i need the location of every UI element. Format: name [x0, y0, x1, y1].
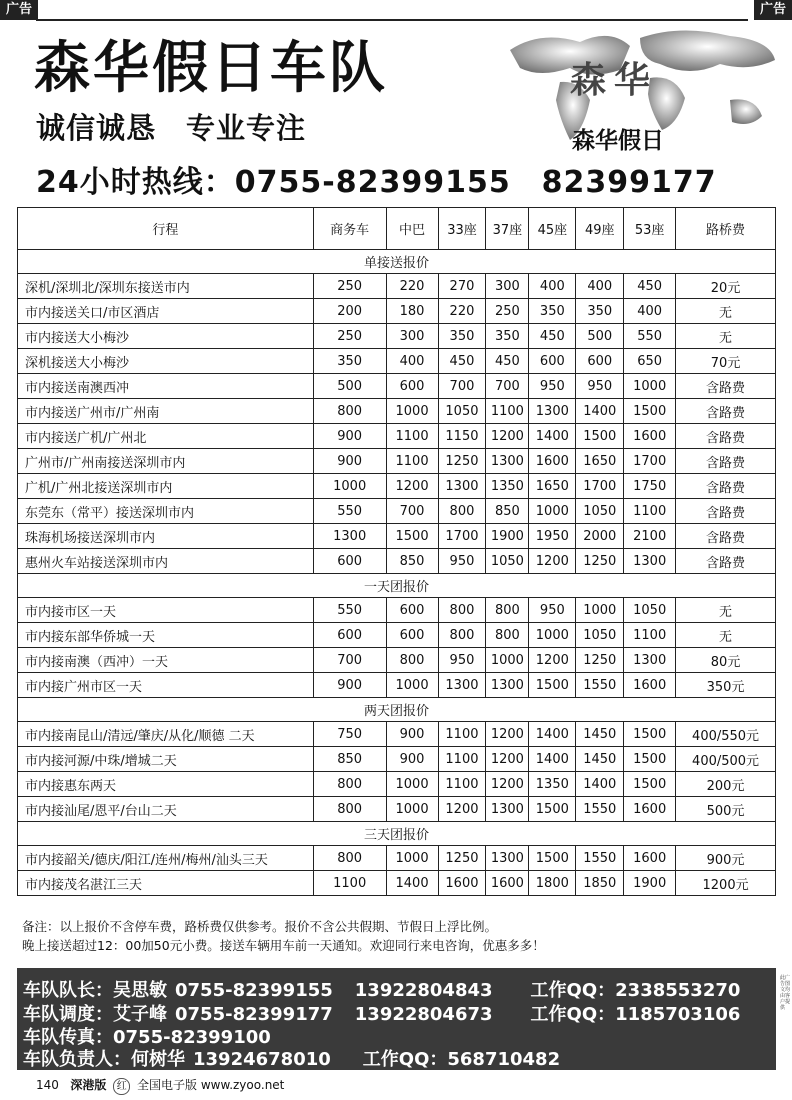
- column-header: 33座: [438, 208, 486, 250]
- price-cell: 1300: [486, 673, 529, 698]
- price-cell: 180: [386, 299, 438, 324]
- price-cell: 600: [313, 623, 386, 648]
- contact-bar: [17, 968, 776, 1070]
- price-cell: 800: [386, 648, 438, 673]
- price-cell: 1000: [529, 499, 576, 524]
- price-cell: 1000: [529, 623, 576, 648]
- column-header: 中巴: [386, 208, 438, 250]
- price-cell: 1050: [576, 623, 624, 648]
- price-cell: 1000: [486, 648, 529, 673]
- price-cell: 1700: [624, 449, 676, 474]
- route-cell: 市内接送南澳西冲: [18, 374, 314, 399]
- price-cell: 1950: [529, 524, 576, 549]
- price-cell: 700: [386, 499, 438, 524]
- price-cell: 800: [313, 399, 386, 424]
- price-cell: 950: [529, 374, 576, 399]
- table-row: [18, 772, 776, 797]
- price-cell: 200: [313, 299, 386, 324]
- price-cell: 1000: [386, 797, 438, 822]
- route-cell: 市内接送广州市/广州南: [18, 399, 314, 424]
- price-cell: 1500: [529, 846, 576, 871]
- table-row: [18, 673, 776, 698]
- price-cell: 1550: [576, 797, 624, 822]
- price-cell: 1300: [624, 549, 676, 574]
- slogan: 诚信诚恳 专业专注: [36, 111, 307, 145]
- route-cell: 东莞东（常平）接送深圳市内: [18, 499, 314, 524]
- price-cell: 750: [313, 722, 386, 747]
- price-cell: 450: [624, 274, 676, 299]
- price-cell: 800: [438, 623, 486, 648]
- table-row: [18, 424, 776, 449]
- ad-tag-left: 广告: [0, 0, 38, 20]
- price-cell: 含路费: [676, 499, 776, 524]
- price-cell: 600: [386, 623, 438, 648]
- contact-name: 吴思敏: [113, 980, 167, 1001]
- contact-phone: 0755-82399100: [113, 1027, 271, 1048]
- price-cell: 950: [529, 598, 576, 623]
- table-row: [18, 499, 776, 524]
- contact-qq: 工作QQ：2338553270: [530, 980, 741, 1001]
- price-cell: 300: [486, 274, 529, 299]
- section-header-row: [18, 698, 776, 722]
- table-row: [18, 374, 776, 399]
- price-cell: 400/500元: [676, 747, 776, 772]
- route-cell: 市内接送大小梅沙: [18, 324, 314, 349]
- price-cell: 1550: [576, 846, 624, 871]
- price-cell: 700: [313, 648, 386, 673]
- price-cell: 800: [438, 499, 486, 524]
- price-cell: 1850: [576, 871, 624, 896]
- price-cell: 500: [576, 324, 624, 349]
- notes: [22, 917, 545, 955]
- price-cell: 650: [624, 349, 676, 374]
- table-row: [18, 648, 776, 673]
- price-cell: 450: [486, 349, 529, 374]
- price-cell: 900元: [676, 846, 776, 871]
- side-text: 此广告图文均由客户提供: [780, 975, 791, 1011]
- price-cell: 900: [386, 747, 438, 772]
- price-cell: 1000: [576, 598, 624, 623]
- price-cell: 800: [438, 598, 486, 623]
- route-cell: 市内接南澳（西冲）一天: [18, 648, 314, 673]
- price-cell: 1300: [486, 846, 529, 871]
- table-row: [18, 449, 776, 474]
- brand-title: 森华假日车队: [34, 36, 388, 101]
- contact-mobile: 13922804843: [354, 980, 493, 1001]
- price-cell: 1250: [438, 846, 486, 871]
- price-cell: 无: [676, 623, 776, 648]
- price-cell: 400: [529, 274, 576, 299]
- table-row: [18, 623, 776, 648]
- price-cell: 220: [386, 274, 438, 299]
- route-cell: 市内接惠东两天: [18, 772, 314, 797]
- route-cell: 市内接送广机/广州北: [18, 424, 314, 449]
- price-cell: 800: [486, 623, 529, 648]
- price-cell: 550: [313, 598, 386, 623]
- price-cell: 含路费: [676, 424, 776, 449]
- column-header: 37座: [486, 208, 529, 250]
- contact-label: 车队队长：: [23, 980, 113, 1001]
- table-row: [18, 324, 776, 349]
- price-cell: 1700: [438, 524, 486, 549]
- price-cell: 270: [438, 274, 486, 299]
- price-cell: 含路费: [676, 549, 776, 574]
- price-cell: 350元: [676, 673, 776, 698]
- price-cell: 1000: [313, 474, 386, 499]
- ad-tag-right: 广告: [754, 0, 792, 20]
- price-cell: 1350: [486, 474, 529, 499]
- logo-text: 森华假日: [572, 127, 664, 154]
- price-cell: 含路费: [676, 524, 776, 549]
- price-cell: 1200: [529, 648, 576, 673]
- price-table: [17, 207, 776, 896]
- price-cell: 1500: [624, 399, 676, 424]
- price-cell: 1250: [438, 449, 486, 474]
- price-cell: 850: [386, 549, 438, 574]
- price-cell: 1100: [386, 449, 438, 474]
- column-header: 49座: [576, 208, 624, 250]
- price-cell: 1500: [624, 722, 676, 747]
- price-cell: 300: [386, 324, 438, 349]
- price-cell: 1900: [624, 871, 676, 896]
- contact-label: 车队传真：: [23, 1027, 113, 1048]
- contact-mobile: 13922804673: [354, 1004, 493, 1025]
- price-cell: 无: [676, 598, 776, 623]
- price-cell: 250: [313, 324, 386, 349]
- price-cell: 1650: [576, 449, 624, 474]
- price-cell: 1500: [529, 797, 576, 822]
- price-cell: 850: [486, 499, 529, 524]
- price-cell: 1250: [576, 549, 624, 574]
- logo-mark: 森华: [570, 59, 659, 101]
- page-number: 140: [36, 1078, 59, 1092]
- price-cell: 250: [313, 274, 386, 299]
- price-cell: 800: [313, 797, 386, 822]
- price-cell: 1200: [529, 549, 576, 574]
- price-cell: 1100: [386, 424, 438, 449]
- price-cell: 1400: [529, 424, 576, 449]
- price-cell: 950: [438, 549, 486, 574]
- price-cell: 1050: [438, 399, 486, 424]
- table-row: [18, 598, 776, 623]
- contact-mobile: 13924678010: [193, 1049, 331, 1070]
- table-row: [18, 549, 776, 574]
- price-cell: 1700: [576, 474, 624, 499]
- price-cell: 1100: [486, 399, 529, 424]
- route-cell: 市内接南昆山/清远/肇庆/从化/顺德 二天: [18, 722, 314, 747]
- price-cell: 1100: [624, 499, 676, 524]
- price-cell: 900: [313, 449, 386, 474]
- route-cell: 市内接河源/中珠/增城二天: [18, 747, 314, 772]
- route-cell: 惠州火车站接送深圳市内: [18, 549, 314, 574]
- price-cell: 1200: [438, 797, 486, 822]
- price-cell: 1200: [386, 474, 438, 499]
- price-cell: 1200: [486, 772, 529, 797]
- table-row: [18, 274, 776, 299]
- footer: [36, 1076, 284, 1095]
- price-cell: 400/550元: [676, 722, 776, 747]
- price-cell: 1400: [529, 722, 576, 747]
- contact-name: 艾子峰: [113, 1004, 167, 1025]
- route-cell: 市内接韶关/德庆/阳江/连州/梅州/汕头三天: [18, 846, 314, 871]
- contact-row: [23, 1045, 560, 1071]
- price-cell: 1550: [576, 673, 624, 698]
- price-cell: 850: [313, 747, 386, 772]
- price-cell: 1000: [386, 673, 438, 698]
- price-cell: 220: [438, 299, 486, 324]
- column-header: 行程: [18, 208, 314, 250]
- price-cell: 900: [313, 424, 386, 449]
- price-cell: 1100: [438, 747, 486, 772]
- route-cell: 深机/深圳北/深圳东接送市内: [18, 274, 314, 299]
- price-cell: 1100: [438, 772, 486, 797]
- column-header: 路桥费: [676, 208, 776, 250]
- price-cell: 1600: [529, 449, 576, 474]
- price-cell: 1750: [624, 474, 676, 499]
- price-cell: 20元: [676, 274, 776, 299]
- price-cell: 1450: [576, 722, 624, 747]
- price-cell: 1400: [576, 772, 624, 797]
- price-cell: 1300: [438, 474, 486, 499]
- table-row: [18, 747, 776, 772]
- price-cell: 无: [676, 324, 776, 349]
- column-header: 商务车: [313, 208, 386, 250]
- route-cell: 市内接东部华侨城一天: [18, 623, 314, 648]
- price-cell: 1500: [529, 673, 576, 698]
- price-cell: 500: [313, 374, 386, 399]
- table-row: [18, 871, 776, 896]
- section-header-row: [18, 250, 776, 274]
- price-cell: 80元: [676, 648, 776, 673]
- price-cell: 1600: [624, 797, 676, 822]
- price-cell: 800: [486, 598, 529, 623]
- price-cell: 1600: [624, 673, 676, 698]
- price-cell: 2100: [624, 524, 676, 549]
- price-cell: 400: [624, 299, 676, 324]
- table-row: [18, 722, 776, 747]
- edition-label: 深港版: [70, 1078, 107, 1092]
- price-cell: 800: [313, 772, 386, 797]
- route-cell: 市内接广州市区一天: [18, 673, 314, 698]
- contact-label: 车队负责人：: [23, 1049, 131, 1070]
- price-cell: 1600: [624, 424, 676, 449]
- site-link[interactable]: 全国电子版 www.zyoo.net: [137, 1078, 285, 1092]
- price-cell: 1150: [438, 424, 486, 449]
- contact-qq: 工作QQ：568710482: [362, 1049, 561, 1070]
- price-cell: 1300: [486, 797, 529, 822]
- price-cell: 1400: [576, 399, 624, 424]
- price-cell: 350: [313, 349, 386, 374]
- price-cell: 600: [313, 549, 386, 574]
- route-cell: 广州市/广州南接送深圳市内: [18, 449, 314, 474]
- route-cell: 珠海机场接送深圳市内: [18, 524, 314, 549]
- price-cell: 450: [529, 324, 576, 349]
- price-cell: 1000: [624, 374, 676, 399]
- note-line: 晚上接送超过12：00加50元小费。接送车辆用车前一天通知。欢迎同行来电咨询，优惠多多！: [22, 938, 545, 953]
- section-title: 两天团报价: [18, 698, 776, 722]
- price-cell: 1100: [313, 871, 386, 896]
- section-title: 单接送报价: [18, 250, 776, 274]
- price-cell: 1650: [529, 474, 576, 499]
- price-cell: 250: [486, 299, 529, 324]
- contact-qq: 工作QQ：1185703106: [530, 1004, 741, 1025]
- route-cell: 市内接送关口/市区酒店: [18, 299, 314, 324]
- route-cell: 广机/广州北接送深圳市内: [18, 474, 314, 499]
- price-cell: 700: [486, 374, 529, 399]
- price-cell: 1300: [313, 524, 386, 549]
- price-cell: 无: [676, 299, 776, 324]
- table-row: [18, 524, 776, 549]
- section-title: 三天团报价: [18, 822, 776, 846]
- price-cell: 1050: [486, 549, 529, 574]
- section-header-row: [18, 574, 776, 598]
- price-cell: 1800: [529, 871, 576, 896]
- route-cell: 深机接送大小梅沙: [18, 349, 314, 374]
- table-row: [18, 299, 776, 324]
- price-cell: 950: [438, 648, 486, 673]
- hotline: 24小时热线：0755-82399155 82399177: [36, 165, 717, 200]
- price-cell: 1500: [576, 424, 624, 449]
- price-cell: 含路费: [676, 474, 776, 499]
- price-cell: 1400: [529, 747, 576, 772]
- price-cell: 含路费: [676, 449, 776, 474]
- price-cell: 1000: [386, 846, 438, 871]
- price-cell: 1050: [576, 499, 624, 524]
- column-header: 53座: [624, 208, 676, 250]
- price-cell: 350: [486, 324, 529, 349]
- price-cell: 1900: [486, 524, 529, 549]
- price-cell: 1350: [529, 772, 576, 797]
- price-cell: 1600: [624, 846, 676, 871]
- route-cell: 市内接汕尾/恩平/台山二天: [18, 797, 314, 822]
- contact-phone: 0755-82399177: [175, 1004, 333, 1025]
- price-cell: 600: [576, 349, 624, 374]
- table-header-row: [18, 208, 776, 250]
- price-cell: 1250: [576, 648, 624, 673]
- price-cell: 200元: [676, 772, 776, 797]
- route-cell: 市内接茂名湛江三天: [18, 871, 314, 896]
- price-cell: 1600: [486, 871, 529, 896]
- price-cell: 550: [624, 324, 676, 349]
- price-cell: 500元: [676, 797, 776, 822]
- route-cell: 市内接市区一天: [18, 598, 314, 623]
- price-cell: 900: [386, 722, 438, 747]
- price-cell: 1400: [386, 871, 438, 896]
- table-row: [18, 399, 776, 424]
- price-cell: 950: [576, 374, 624, 399]
- price-cell: 1050: [624, 598, 676, 623]
- price-cell: 400: [386, 349, 438, 374]
- price-cell: 1300: [486, 449, 529, 474]
- price-cell: 1500: [624, 772, 676, 797]
- price-cell: 1300: [438, 673, 486, 698]
- price-cell: 1100: [624, 623, 676, 648]
- price-cell: 600: [386, 598, 438, 623]
- price-cell: 350: [576, 299, 624, 324]
- column-header: 45座: [529, 208, 576, 250]
- price-cell: 70元: [676, 349, 776, 374]
- price-cell: 含路费: [676, 399, 776, 424]
- price-cell: 800: [313, 846, 386, 871]
- contact-name: 何树华: [131, 1049, 185, 1070]
- section-header-row: [18, 822, 776, 846]
- price-cell: 1450: [576, 747, 624, 772]
- price-cell: 350: [529, 299, 576, 324]
- price-cell: 550: [313, 499, 386, 524]
- price-cell: 900: [313, 673, 386, 698]
- contact-row: [23, 976, 740, 1002]
- table-row: [18, 797, 776, 822]
- price-cell: 700: [438, 374, 486, 399]
- table-row: [18, 846, 776, 871]
- price-cell: 600: [386, 374, 438, 399]
- price-cell: 含路费: [676, 374, 776, 399]
- price-cell: 1200: [486, 424, 529, 449]
- price-cell: 1500: [386, 524, 438, 549]
- price-cell: 1500: [624, 747, 676, 772]
- price-cell: 1200: [486, 747, 529, 772]
- price-cell: 1100: [438, 722, 486, 747]
- price-cell: 1000: [386, 772, 438, 797]
- contact-phone: 0755-82399155: [175, 980, 333, 1001]
- section-title: 一天团报价: [18, 574, 776, 598]
- price-cell: 400: [576, 274, 624, 299]
- price-cell: 1300: [624, 648, 676, 673]
- table-row: [18, 474, 776, 499]
- table-row: [18, 349, 776, 374]
- price-cell: 1200: [486, 722, 529, 747]
- price-cell: 1000: [386, 399, 438, 424]
- price-cell: 1300: [529, 399, 576, 424]
- edition-badge: 红: [113, 1078, 130, 1095]
- price-cell: 1200元: [676, 871, 776, 896]
- price-cell: 2000: [576, 524, 624, 549]
- note-line: 备注：以上报价不含停车费，路桥费仅供参考。报价不含公共假期、节假日上浮比例。: [22, 919, 498, 934]
- price-cell: 600: [529, 349, 576, 374]
- price-cell: 350: [438, 324, 486, 349]
- price-cell: 1600: [438, 871, 486, 896]
- price-cell: 450: [438, 349, 486, 374]
- contact-label: 车队调度：: [23, 1004, 113, 1025]
